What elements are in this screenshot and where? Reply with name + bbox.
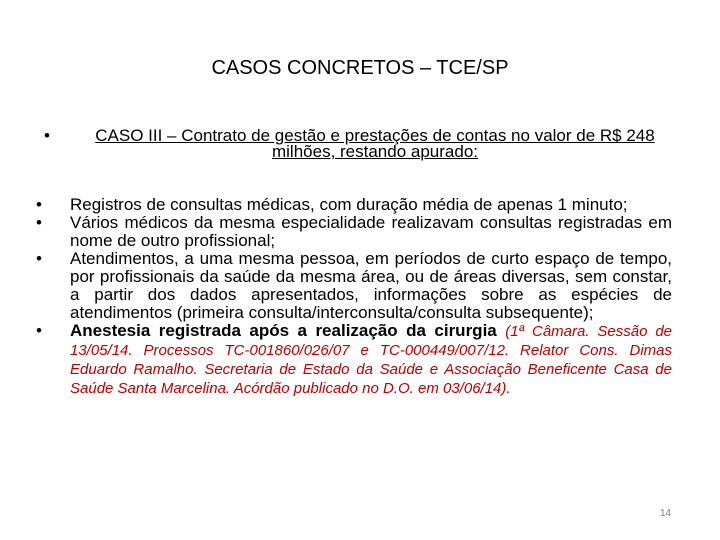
bullet-marker: • <box>36 249 42 268</box>
finding-text: Registros de consultas médicas, com duração média de apenas 1 minuto; <box>70 195 628 214</box>
legal-reference: (1ª Câmara. Sessão de 13/05/14. Processos TC-001860/026/07 e TC-000449/007/12. Relator Cons. Dimas Eduardo Ramalho. Secretaria de Estado da Saúde e Associação Beneficente Casa de Saúde Santa Marcelina. Acórdão publicado no D.O. em 03/06/14) <box>70 323 672 397</box>
finding-item <box>36 250 672 322</box>
case-heading <box>44 128 672 160</box>
bullet-marker: • <box>44 126 50 145</box>
finding-text: Atendimentos, a uma mesma pessoa, em períodos de curto espaço de tempo, por profissionais da saúde da mesma área, ou de áreas diversas, sem constar, a partir dos dados apresentados, informações sobre as espécies de atendimentos (primeira consulta/interconsulta/consulta subsequente); <box>70 249 672 322</box>
finding-text: Vários médicos da mesma especialidade realizavam consultas registradas em nome de outro profissional; <box>70 213 672 250</box>
finding-text: Anestesia registrada após a realização da cirurgia <box>70 321 497 340</box>
slide-title: CASOS CONCRETOS – TCE/SP <box>211 57 509 79</box>
case-heading-text: CASO III – Contrato de gestão e prestações de contas no valor de R$ 248 milhões, restando apurado: <box>95 126 655 161</box>
findings-list <box>36 196 672 398</box>
reference-period: . <box>506 380 511 397</box>
bullet-marker: • <box>36 195 42 214</box>
finding-item <box>36 214 672 250</box>
page-number: 14 <box>660 508 672 519</box>
bullet-marker: • <box>36 321 42 340</box>
finding-item <box>36 322 672 398</box>
bullet-marker: • <box>36 213 42 232</box>
finding-item <box>36 196 672 214</box>
